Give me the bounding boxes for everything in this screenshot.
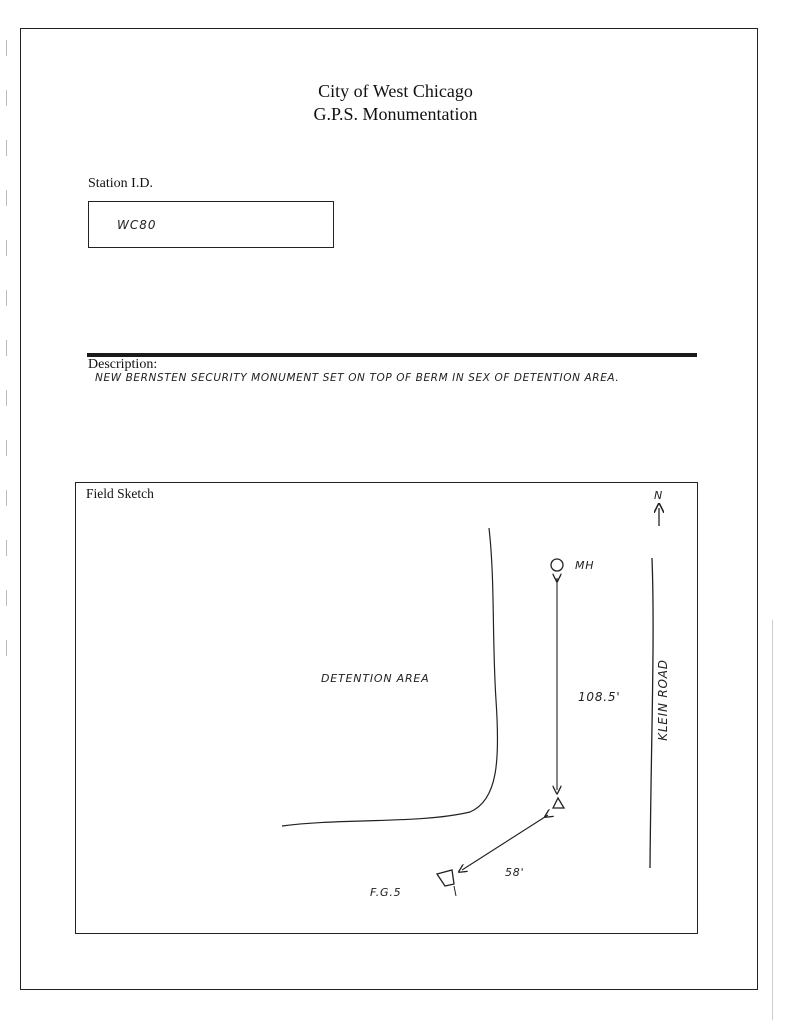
klein-road-label: KLEIN ROAD (655, 659, 670, 741)
field-sketch-label: Field Sketch (86, 486, 154, 501)
klein-road-line (650, 558, 653, 868)
fire-hydrant-label: F.G.5 (370, 886, 402, 899)
monument-triangle-icon (553, 798, 564, 808)
north-label: N (654, 489, 664, 502)
manhole-icon (551, 559, 563, 571)
diagonal-distance-label: 58' (505, 866, 525, 879)
station-id-label: Station I.D. (88, 176, 153, 191)
detention-area-label: DETENTION AREA (321, 672, 430, 685)
diagonal-dimension-line (462, 815, 548, 870)
description-label: Description: (88, 357, 158, 372)
hydrant-post-line (454, 886, 456, 896)
hydrant-flag-icon (437, 870, 454, 886)
station-id-value: WC80 (117, 218, 157, 232)
description-text: NEW BERNSTEN SECURITY MONUMENT SET ON TOP OF BERM IN SEX OF DETENTION AREA. (95, 372, 620, 384)
manhole-label: MH (575, 559, 595, 572)
form-title: City of West Chicago (318, 81, 473, 101)
vertical-distance-label: 108.5' (578, 690, 621, 704)
form-subtitle: G.P.S. Monumentation (313, 104, 478, 124)
